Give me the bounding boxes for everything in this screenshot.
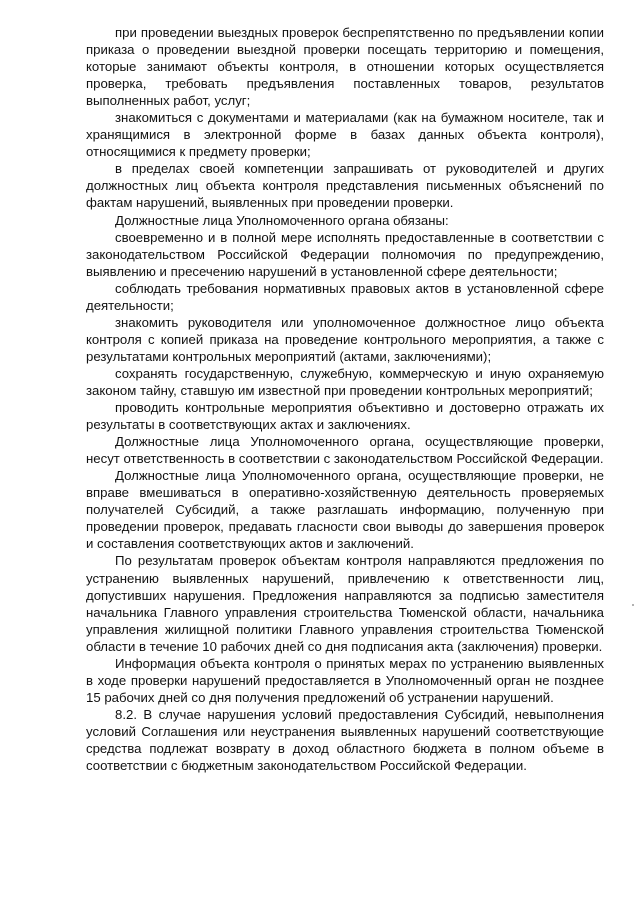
paragraph-section-8-2: 8.2. В случае нарушения условий предоставления Субсидий, невыполнения условий Соглашения или неустранения выявленных нарушений соответствующие средства подлежат возврату в доход областного бюджета в полном объеме в соответствии с бюджетным законодательством Российской Федерации. xyxy=(86,706,604,774)
paragraph-review-documents: знакомиться с документами и материалами (как на бумажном носителе, так и хранящимися в электронной форме в базах данных объекта контроля), относящимися к предмету проверки; xyxy=(86,110,604,160)
paragraph-request-explanations: в пределах своей компетенции запрашивать от руководителей и других должностных лиц объекта контроля представления письменных объяснений по фактам нарушений, выявленных при проведении проверки. xyxy=(86,161,604,211)
paragraph-exercise-powers: своевременно и в полной мере исполнять предоставленные в соответствии с законодательством Российской Федерации полномочия по предупреждению, выявлению и пресечению нарушений в установленной сфере деятельности; xyxy=(86,229,604,279)
paragraph-obligations-heading: Должностные лица Уполномоченного органа обязаны: xyxy=(115,212,449,228)
paragraph-inspection-results: По результатам проверок объектам контроля направляются предложения по устранению выявленных нарушений, привлечению к ответственности лиц, допустивших нарушения. Предложения направляются за подписью заместителя начальника Главного управления строительства Тюменской области, начальника управления жилищной политики Главного управления строительства Тюменской области в течение 10 рабочих дней со дня подписания акта (заключения) проверки. xyxy=(86,553,604,654)
paragraph-inspection-access: при проведении выездных проверок беспрепятственно по предъявлении копии приказа о проведении выездной проверки посещать территорию и помещения, которые занимают объекты контроля, в отношении которых осуществляется проверка, требовать предъявления поставленных товаров, результатов выполненных работ, услуг; xyxy=(86,25,604,109)
paragraph-responsibility: Должностные лица Уполномоченного органа, осуществляющие проверки, несут ответственность в соответствии с законодательством Российской Федерации. xyxy=(86,434,604,467)
scan-speck xyxy=(632,604,634,606)
paragraph-measures-information: Информация объекта контроля о принятых мерах по устранению выявленных в ходе проверки нарушений предоставляется в Уполномоченный орган не позднее 15 рабочих дней со дня получения предложений об устранении нарушений. xyxy=(86,655,604,705)
paragraph-comply-regulations: соблюдать требования нормативных правовых актов в установленной сфере деятельности; xyxy=(86,280,604,313)
paragraph-objective-control: проводить контрольные мероприятия объективно и достоверно отражать их результаты в соответствующих актах и заключениях. xyxy=(86,400,604,433)
paragraph-non-interference: Должностные лица Уполномоченного органа, осуществляющие проверки, не вправе вмешиваться в оперативно-хозяйственную деятельность проверяемых получателей Субсидий, а также разглашать информацию, полученную при проведении проверок, предавать гласности свои выводы до завершения проверок и составления соответствующих актов и заключений. xyxy=(86,468,604,552)
paragraph-keep-secrets: сохранять государственную, служебную, коммерческую и иную охраняемую законом тайну, ставшую им известной при проведении контрольных мероприятий; xyxy=(86,365,604,398)
document-body xyxy=(86,24,604,774)
paragraph-acquaint-head: знакомить руководителя или уполномоченное должностное лицо объекта контроля с копией приказа на проведение контрольного мероприятия, а также с результатами контрольных мероприятий (актами, заключениями); xyxy=(86,314,604,364)
